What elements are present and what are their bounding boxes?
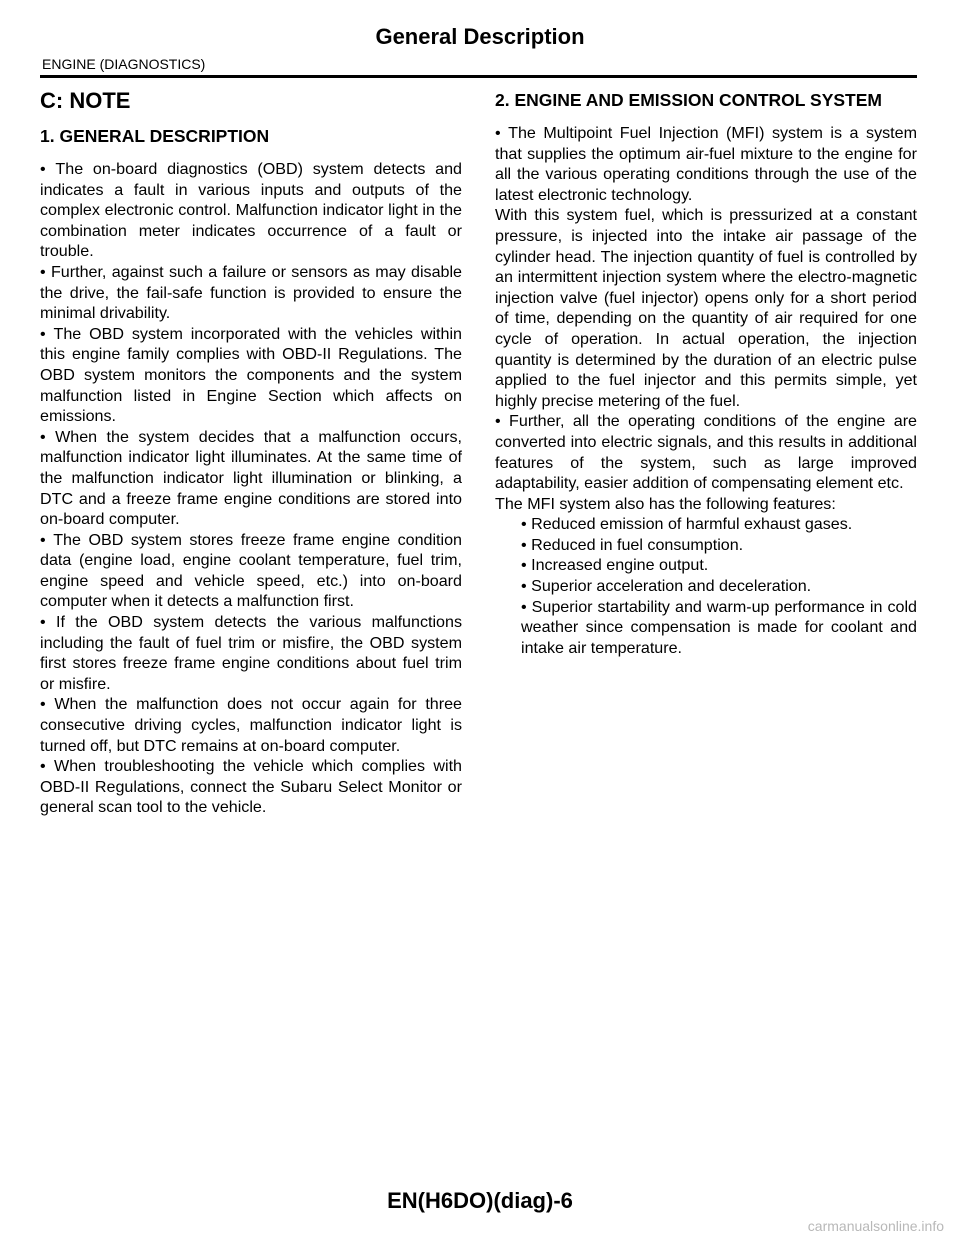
bullet-paragraph: • When the system decides that a malfunction occurs, malfunction indicator light illuminates. At the same time of the malfunction indicator light illumination or blinking, a DTC and a freeze frame engine conditions are stored into on-board computer. <box>40 427 462 530</box>
feature-item: • Superior acceleration and deceleration. <box>495 576 917 597</box>
header-rule <box>40 75 917 78</box>
bullet-paragraph: • The OBD system stores freeze frame engine condition data (engine load, engine coolant temperature, fuel trim, engine speed and vehicle speed, etc.) into on-board computer when it detects a malfunction first. <box>40 530 462 612</box>
general-description-heading: 1. GENERAL DESCRIPTION <box>40 126 270 146</box>
bullet-paragraph: • If the OBD system detects the various malfunctions including the fault of fuel trim or misfire, the OBD system first stores freeze frame engine conditions about fuel trim or misfire. <box>40 612 462 694</box>
bullet-paragraph: • The on-board diagnostics (OBD) system detects and indicates a fault in various inputs and outputs of the complex electronic control. Malfunction indicator light in the combination meter indicates occurrence of a fault or trouble. <box>40 159 462 262</box>
page-number: EN(H6DO)(diag)-6 <box>387 1188 573 1213</box>
mfi-signals-paragraph: • Further, all the operating conditions of the engine are converted into electric signals, and this results in additional features of the system, such as large improved adaptability, easier addition of compensating element etc. <box>495 411 917 493</box>
features-intro: The MFI system also has the following features: <box>495 494 836 513</box>
left-column <box>40 88 462 818</box>
feature-item: • Superior startability and warm-up performance in cold weather since compensation is made for coolant and intake air temperature. <box>495 597 917 659</box>
mfi-detail-paragraph: With this system fuel, which is pressurized at a constant pressure, is injected into the intake air passage of the cylinder head. The injection quantity of fuel is controlled by an intermittent injection system where the electro-magnetic injection valve (fuel injector) opens only for a short period of time, depending on the quantity of air required for one cycle of operation. In actual operation, the injection quantity is determined by the duration of an electric pulse applied to the fuel injector and this permits simple, yet highly precise metering of the fuel. <box>495 206 917 410</box>
mfi-intro-paragraph: • The Multipoint Fuel Injection (MFI) system is a system that supplies the optimum air-fuel mixture to the engine for all the various operating conditions through the use of the latest electronic technology. <box>495 123 917 205</box>
feature-item: • Reduced emission of harmful exhaust gases. <box>495 514 917 535</box>
engine-emission-heading: 2. ENGINE AND EMISSION CONTROL SYSTEM <box>495 90 882 110</box>
bullet-paragraph: • When troubleshooting the vehicle which complies with OBD-II Regulations, connect the Subaru Select Monitor or general scan tool to the vehicle. <box>40 756 462 818</box>
page-title: General Description <box>375 24 585 49</box>
feature-item: • Reduced in fuel consumption. <box>495 535 917 556</box>
section-header: ENGINE (DIAGNOSTICS) <box>42 56 206 72</box>
right-column <box>495 88 917 658</box>
bullet-paragraph: • Further, against such a failure or sensors as may disable the drive, the fail-safe function is provided to ensure the minimal drivability. <box>40 262 462 324</box>
bullet-paragraph: • The OBD system incorporated with the vehicles within this engine family complies with OBD-II Regulations. The OBD system monitors the components and the system malfunction listed in Engine Section which affects on emissions. <box>40 324 462 427</box>
feature-item: • Increased engine output. <box>495 555 917 576</box>
bullet-paragraph: • When the malfunction does not occur again for three consecutive driving cycles, malfunction indicator light is turned off, but DTC remains at on-board computer. <box>40 694 462 756</box>
note-heading: C: NOTE <box>40 88 131 113</box>
watermark: carmanualsonline.info <box>807 1218 944 1234</box>
